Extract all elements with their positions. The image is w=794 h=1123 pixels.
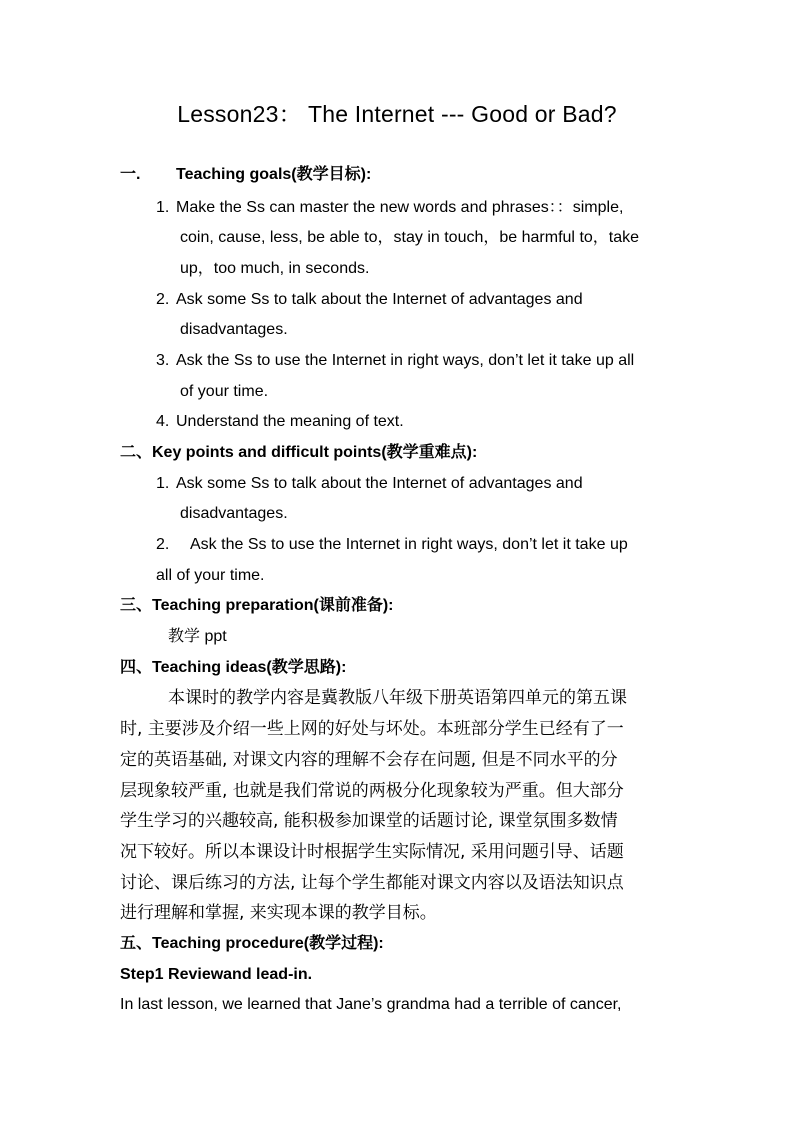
ideas-line-3: 定的英语基础, 对课文内容的理解不会存在问题, 但是不同水平的分 <box>120 750 618 770</box>
goal3-line2: of your time. <box>180 383 269 400</box>
keypoint1-number: 1. <box>156 475 170 492</box>
ideas-line-1: 本课时的教学内容是冀教版八年级下册英语第四单元的第五课 <box>168 688 627 708</box>
ideas-line-5: 学生学习的兴趣较高, 能积极参加课堂的话题讨论, 课堂氛围多数情 <box>120 811 618 831</box>
keypoint1-line1: Ask some Ss to talk about the Internet of advantages and <box>176 475 583 492</box>
section5-heading: 五、Teaching procedure(教学过程): <box>120 935 384 952</box>
keypoint2-number: 2. <box>156 536 170 553</box>
step1-heading: Step1 Reviewand lead-in. <box>120 966 313 983</box>
goal3-number: 3. <box>156 352 170 369</box>
keypoint2-line1: Ask the Ss to use the Internet in right ways, don’t let it take up <box>190 536 628 553</box>
keypoint1-line2: disadvantages. <box>180 505 288 522</box>
ideas-line-4: 层现象较严重, 也就是我们常说的两极分化现象较为严重。但大部分 <box>120 781 624 801</box>
goal4-number: 4. <box>156 413 170 430</box>
section1-heading: Teaching goals(教学目标): <box>176 166 372 183</box>
goal2-number: 2. <box>156 291 170 308</box>
section4-heading: 四、Teaching ideas(教学思路): <box>120 659 347 676</box>
ideas-line-2: 时, 主要涉及介绍一些上网的好处与坏处。本班部分学生已经有了一 <box>120 719 624 739</box>
goal2-line1: Ask some Ss to talk about the Internet of advantages and <box>176 291 583 308</box>
goal4-line1: Understand the meaning of text. <box>176 413 404 430</box>
section1-marker: 一. <box>120 166 141 183</box>
preparation-content: 教学 ppt <box>168 628 227 645</box>
goal1-line1: Make the Ss can master the new words and phrases：：simple, <box>176 199 624 216</box>
goal1-line3: up，too much, in seconds. <box>180 260 370 277</box>
ideas-line-8: 进行理解和掌握, 来实现本课的教学目标。 <box>120 903 437 923</box>
goal1-line2: coin, cause, less, be able to，stay in touch，be harmful to，take <box>180 229 640 246</box>
keypoint2-line2: all of your time. <box>156 567 265 584</box>
section2-heading: 二、Key points and difficult points(教学重难点): <box>120 444 478 461</box>
lesson-title: Lesson23： The Internet --- Good or Bad? <box>177 101 617 127</box>
ideas-line-6: 况下较好。所以本课设计时根据学生实际情况, 采用问题引导、话题 <box>120 842 624 862</box>
goal3-line1: Ask the Ss to use the Internet in right ways, don’t let it take up all <box>176 352 635 369</box>
section3-heading: 三、Teaching preparation(课前准备): <box>120 597 394 614</box>
step1-text: In last lesson, we learned that Jane’s grandma had a terrible of cancer, <box>120 996 622 1013</box>
ideas-line-7: 讨论、课后练习的方法, 让每个学生都能对课文内容以及语法知识点 <box>120 873 624 893</box>
goal1-number: 1. <box>156 199 170 216</box>
goal2-line2: disadvantages. <box>180 321 288 338</box>
